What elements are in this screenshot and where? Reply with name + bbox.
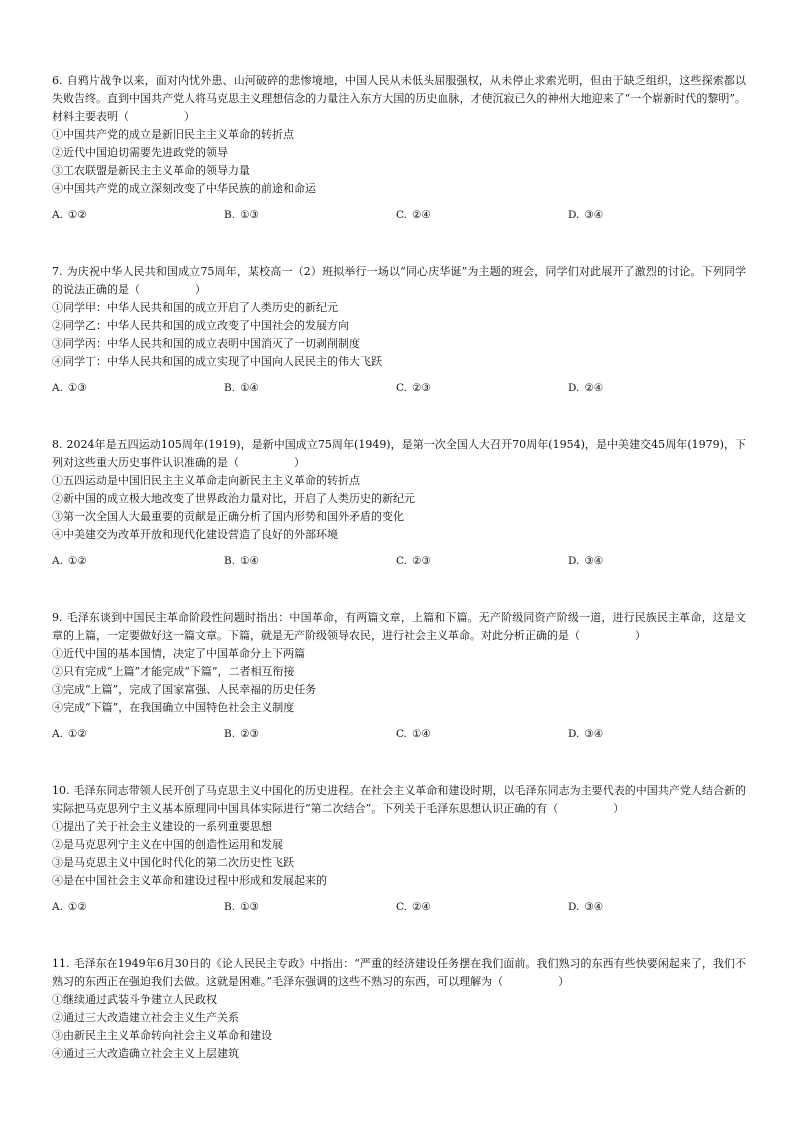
choice-option[interactable] [52,726,224,742]
question-number: 8. [52,438,63,451]
question-stem [52,609,746,645]
choice-key: A. [52,901,63,913]
statement-list [52,472,746,544]
choice-value: ③④ [584,901,604,913]
choice-value: ①③ [240,901,259,913]
choice-option[interactable] [52,553,224,569]
statement-item: ①五四运动是中国旧民主主义革命走向新民主主义革命的转折点 [52,474,360,487]
choice-value: ①④ [240,555,259,567]
statement-item: ③完成“上篇”，完成了国家富强、人民幸福的历史任务 [52,683,317,696]
question-stem [52,263,746,299]
question-7 [52,263,746,396]
choice-key: B. [224,209,236,221]
statement-item: ②只有完成“上篇”才能完成“下篇”，二者相互衔接 [52,665,295,678]
question-9 [52,609,746,742]
statement-item: ④中美建交为改革开放和现代化建设营造了良好的外部环境 [52,528,338,541]
choice-value: ②④ [412,901,431,913]
question-text: 毛泽东谈到中国民主革命阶段性问题时指出：中国革命，有两篇文章，上篇和下篇。无产阶级同资产阶级一道，进行民族民主革命，这是文章的上篇，一定要做好这一篇文章。下篇，就是无产阶级领导农民，进行社会主义革命。对此分析正确的是（ ） [52,611,746,642]
statement-item: ②是马克思列宁主义在中国的创造性运用和发展 [52,838,283,851]
choice-option[interactable] [52,899,224,915]
choice-option[interactable] [224,380,396,396]
question-11 [52,955,746,1063]
choice-key: C. [396,382,407,394]
question-text: 为庆祝中华人民共和国成立75周年，某校高一（2）班拟举行一场以“同心庆华诞”为主题的班会，同学们对此展开了激烈的讨论。下列同学的说法正确的是（ ） [52,265,746,296]
statement-list [52,126,746,198]
statement-item: ④完成“下篇”，在我国确立中国特色社会主义制度 [52,701,295,714]
question-10 [52,782,746,915]
choice-value: ②③ [412,555,431,567]
statement-item: ③同学丙：中华人民共和国的成立表明中国消灭了一切剥削制度 [52,337,360,350]
statement-list [52,645,746,717]
statement-list [52,818,746,890]
statement-item: ①近代中国的基本国情，决定了中国革命分上下两篇 [52,647,305,660]
question-text: 2024年是五四运动105周年(1919)，是新中国成立75周年(1949)，是第一次全国人大召开70周年(1954)，是中美建交45周年(1979)，下列对这些重大历史事件认识准确的是（ ） [52,438,746,469]
statement-item: ①继续通过武装斗争建立人民政权 [52,993,217,1006]
choice-value: ②③ [240,728,259,740]
statement-item: ②通过三大改造建立社会主义生产关系 [52,1011,239,1024]
choice-option[interactable] [224,553,396,569]
choice-row [52,380,746,396]
choice-value: ②③ [412,382,431,394]
statement-item: ③工农联盟是新民主主义革命的领导力量 [52,164,250,177]
statement-item: ①中国共产党的成立是新旧民主主义革命的转折点 [52,128,294,141]
choice-key: D. [568,728,580,740]
question-6 [52,72,746,223]
choice-key: C. [396,555,407,567]
choice-value: ①② [67,555,87,567]
question-stem [52,955,746,991]
question-stem [52,436,746,472]
choice-option[interactable] [568,726,740,742]
choice-key: D. [568,901,580,913]
choice-value: ③④ [584,728,604,740]
statement-item: ①提出了关于社会主义建设的一系列重要思想 [52,820,272,833]
exam-page [52,72,746,1103]
choice-option[interactable] [52,207,224,223]
choice-option[interactable] [568,380,740,396]
choice-option[interactable] [224,207,396,223]
choice-value: ③④ [584,209,604,221]
choice-key: B. [224,555,236,567]
statement-item: ③第一次全国人大最重要的贡献是正确分析了国内形势和国外矛盾的变化 [52,510,404,523]
choice-option[interactable] [396,207,568,223]
choice-value: ①③ [67,382,87,394]
choice-key: D. [568,382,580,394]
choice-row [52,207,746,223]
choice-key: B. [224,382,236,394]
question-number: 11. [52,957,70,970]
choice-key: C. [396,209,407,221]
choice-option[interactable] [224,726,396,742]
question-number: 7. [52,265,63,278]
choice-key: D. [568,555,580,567]
question-text: 自鸦片战争以来，面对内忧外患、山河破碎的悲惨境地，中国人民从未低头屈服强权，从未停止求索光明，但由于缺乏组织，这些探索都以失败告终。直到中国共产党人将马克思主义理想信念的力量注入东方大国的历史血脉，才使沉寂已久的神州大地迎来了“一个崭新时代的黎明”。材料主要表明（ ） [52,74,746,123]
choice-option[interactable] [396,726,568,742]
choice-value: ①② [67,901,87,913]
choice-key: C. [396,728,407,740]
statement-item: ③是马克思主义中国化时代化的第二次历史性飞跃 [52,856,294,869]
statement-item: ④中国共产党的成立深刻改变了中华民族的前途和命运 [52,182,316,195]
choice-value: ①③ [240,209,259,221]
choice-key: D. [568,209,580,221]
choice-key: A. [52,209,63,221]
choice-option[interactable] [568,899,740,915]
question-number: 9. [52,611,63,624]
statement-item: ④通过三大改造确立社会主义上层建筑 [52,1047,239,1060]
choice-option[interactable] [396,380,568,396]
choice-value: ②④ [412,209,431,221]
choice-value: ③④ [584,555,604,567]
statement-item: ②近代中国迫切需要先进政党的领导 [52,146,228,159]
statement-item: ④是在中国社会主义革命和建设过程中形成和发展起来的 [52,874,327,887]
choice-value: ①② [67,209,87,221]
question-number: 10. [52,784,70,797]
choice-value: ①② [67,728,87,740]
statement-item: ②新中国的成立极大地改变了世界政治力量对比，开启了人类历史的新纪元 [52,492,415,505]
question-stem [52,72,746,126]
choice-key: A. [52,382,63,394]
choice-value: ②④ [584,382,604,394]
choice-value: ①④ [240,382,259,394]
choice-row [52,899,746,915]
choice-key: A. [52,728,63,740]
choice-key: B. [224,728,236,740]
choice-option[interactable] [52,380,224,396]
choice-row [52,726,746,742]
choice-option[interactable] [396,553,568,569]
choice-option[interactable] [224,899,396,915]
choice-option[interactable] [568,553,740,569]
choice-option[interactable] [568,207,740,223]
question-text: 毛泽东在1949年6月30日的《论人民民主专政》中指出：“严重的经济建设任务摆在我们面前。我们熟习的东西有些快要闲起来了，我们不熟习的东西正在强迫我们去做。这就是困难。”毛泽东强调的这些不熟习的东西，可以理解为（ ） [52,957,746,988]
question-number: 6. [52,74,63,87]
statement-list [52,299,746,371]
statement-list [52,991,746,1063]
question-text: 毛泽东同志带领人民开创了马克思主义中国化的历史进程。在社会主义革命和建设时期，以毛泽东同志为主要代表的中国共产党人结合新的实际把马克思列宁主义基本原理同中国具体实际进行“第二次结合”。下列关于毛泽东思想认识正确的有（ ） [52,784,746,815]
statement-item: ②同学乙：中华人民共和国的成立改变了中国社会的发展方向 [52,319,349,332]
question-8 [52,436,746,569]
choice-key: C. [396,901,407,913]
choice-value: ①④ [412,728,431,740]
choice-option[interactable] [396,899,568,915]
question-stem [52,782,746,818]
choice-key: A. [52,555,63,567]
choice-key: B. [224,901,236,913]
statement-item: ①同学甲：中华人民共和国的成立开启了人类历史的新纪元 [52,301,338,314]
choice-row [52,553,746,569]
statement-item: ④同学丁：中华人民共和国的成立实现了中国向人民民主的伟大飞跃 [52,355,382,368]
statement-item: ③由新民主主义革命转向社会主义革命和建设 [52,1029,272,1042]
